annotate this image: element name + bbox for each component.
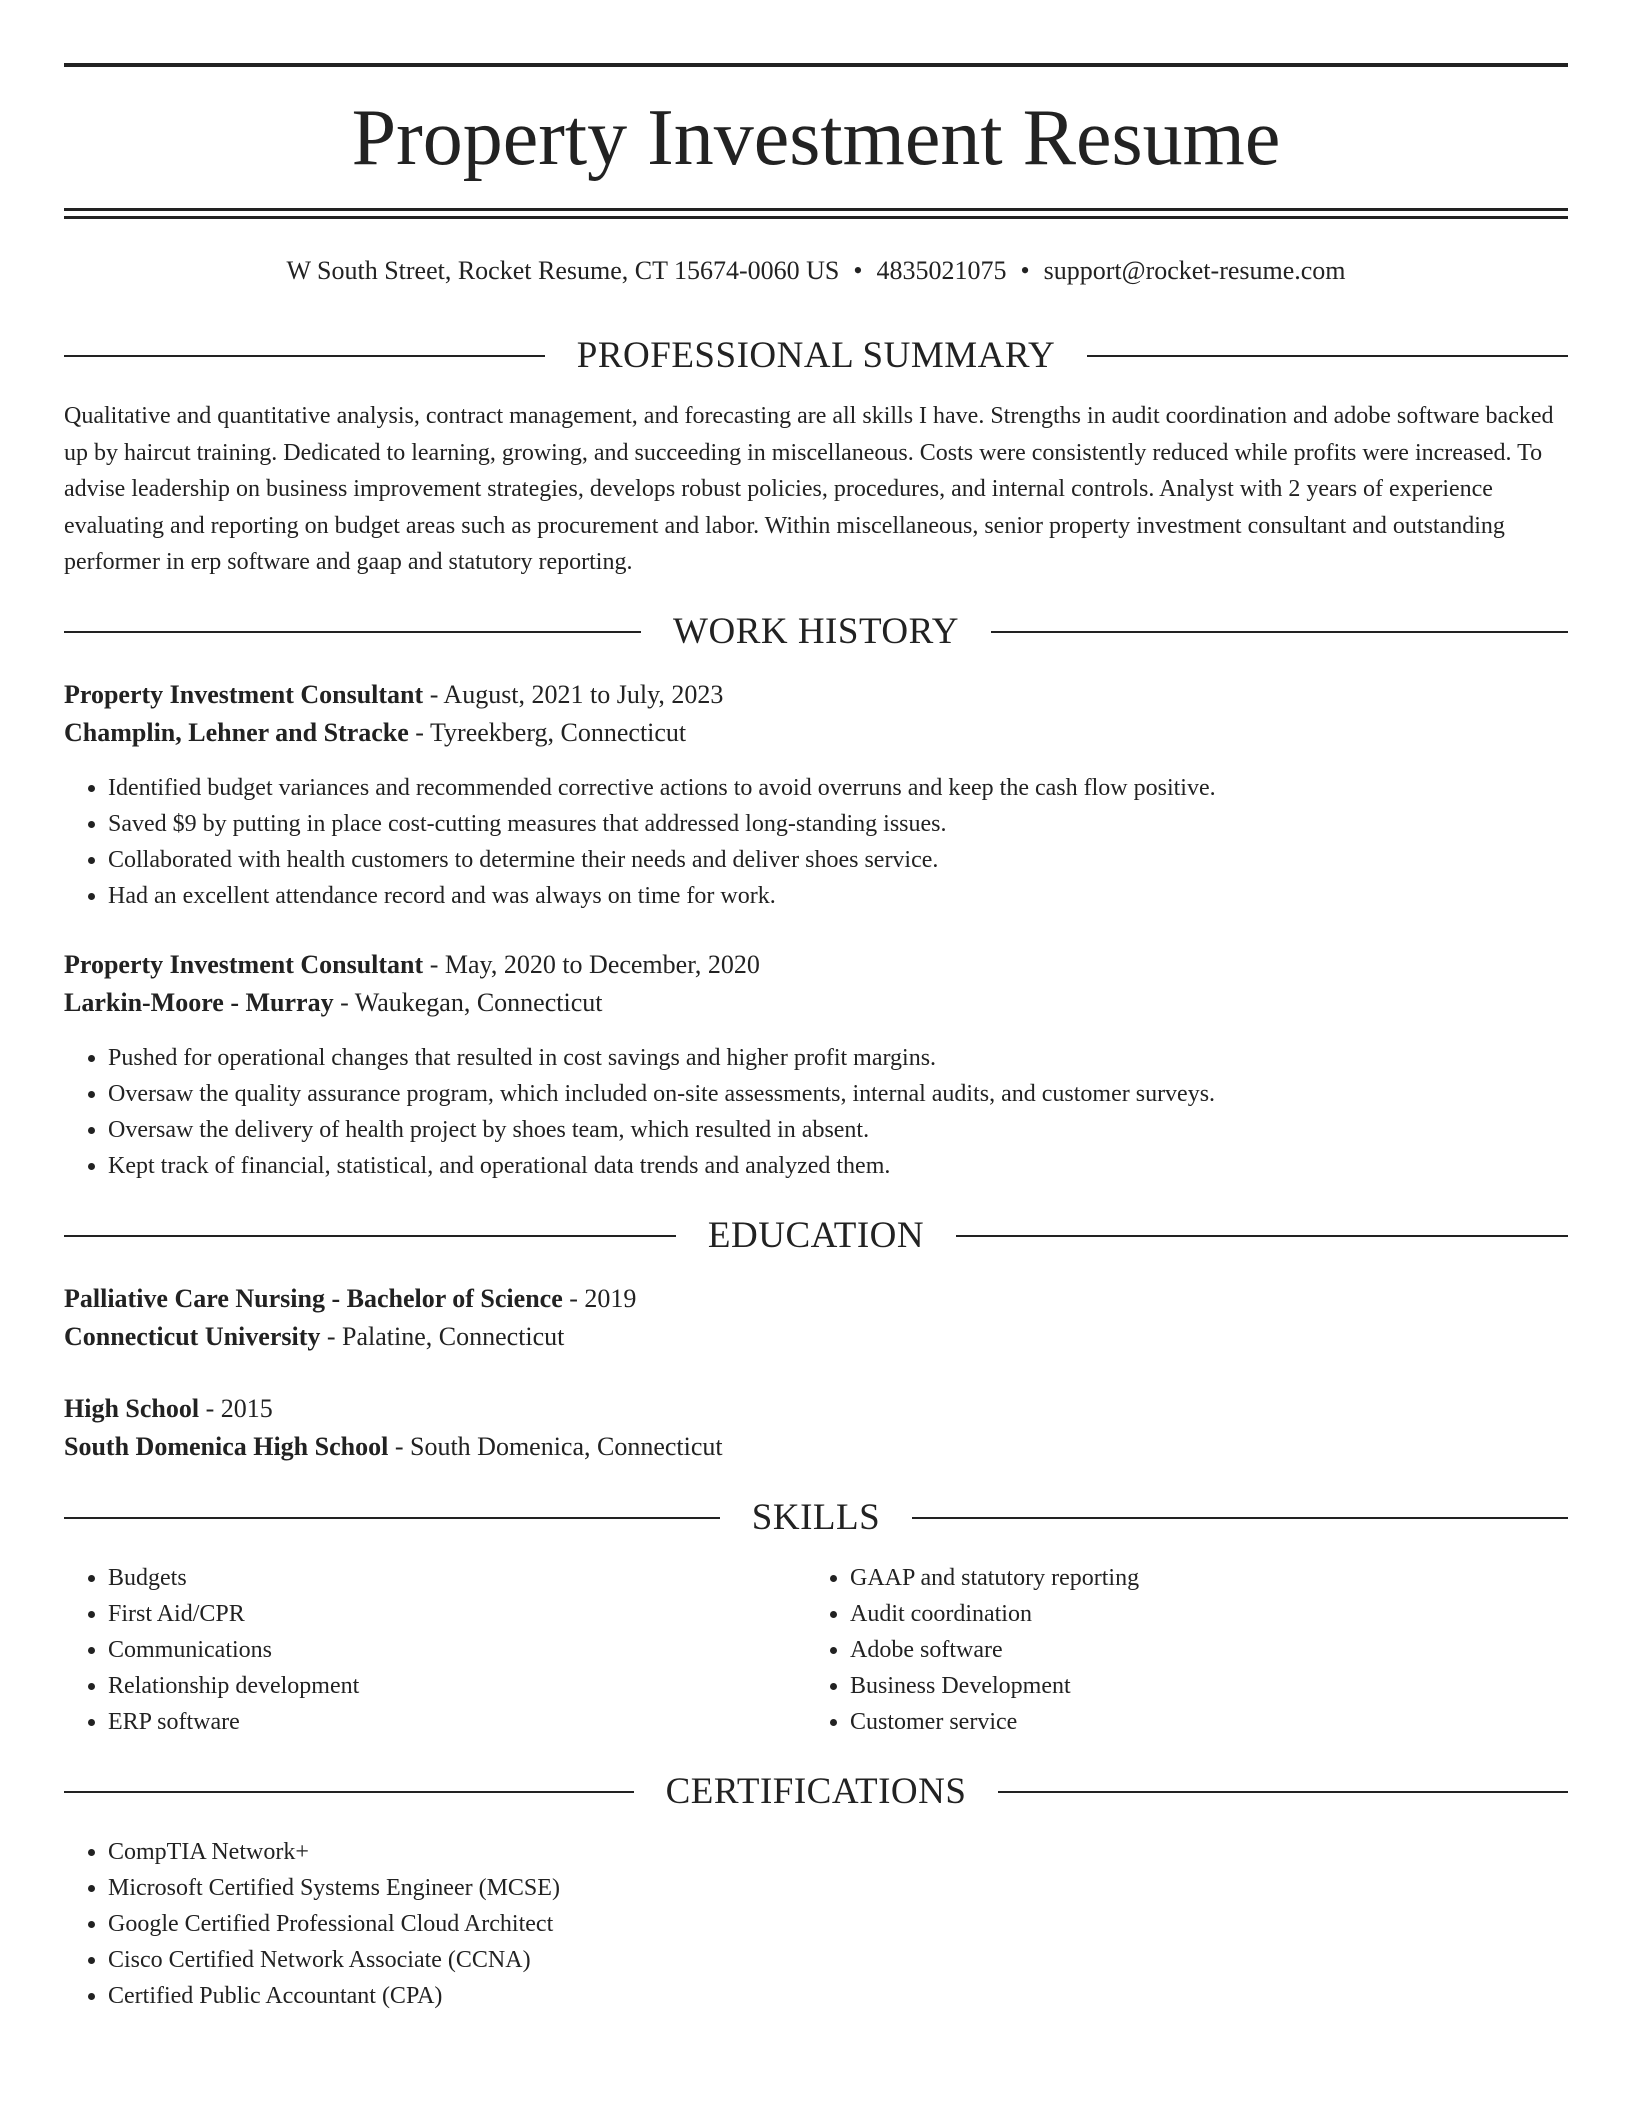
summary-paragraph: Qualitative and quantitative analysis, contract management, and forecasting are all skills I have. Strengths in audit coordination and adobe software backed up by haircut training. Dedicated to learning, growing, and succeeding in miscellaneous. Costs were consistently reduced while profits were increased. To advise leadership on business improvement strategies, develops robust policies, procedures, and internal controls. Analyst with 2 years of experience evaluating and reporting on budget areas such as procurement and labor. Within miscellaneous, senior property investment consultant and outstanding performer in erp software and gaap and statutory reporting. bbox=[64, 403, 1554, 575]
graduation-year: - 2019 bbox=[562, 1284, 637, 1313]
contact-line bbox=[64, 254, 1568, 288]
degree: Palliative Care Nursing - Bachelor of Science bbox=[64, 1284, 563, 1313]
divider bbox=[64, 1235, 676, 1237]
company-location: - Tyreekberg, Connecticut bbox=[408, 718, 687, 747]
list-item: • Audit coordination bbox=[850, 1596, 1548, 1632]
skills-column-right bbox=[806, 1560, 1548, 1740]
list-item: • GAAP and statutory reporting bbox=[850, 1560, 1548, 1596]
section-title-education: EDUCATION bbox=[707, 1215, 925, 1256]
contact-email: support@rocket-resume.com bbox=[1043, 256, 1346, 285]
contact-phone: 4835021075 bbox=[876, 256, 1007, 285]
school-location: - Palatine, Connecticut bbox=[320, 1322, 565, 1351]
list-item: • Customer service bbox=[850, 1704, 1548, 1740]
list-item: • ERP software bbox=[108, 1704, 806, 1740]
list-item: • Certified Public Accountant (CPA) bbox=[108, 1978, 560, 2014]
divider bbox=[64, 355, 545, 357]
list-item: • First Aid/CPR bbox=[108, 1596, 806, 1632]
contact-address: W South Street, Rocket Resume, CT 15674-0060 US bbox=[286, 256, 840, 285]
list-item: • Google Certified Professional Cloud Architect bbox=[108, 1906, 560, 1942]
list-item: • Identified budget variances and recommended corrective actions to avoid overruns and keep the cash flow positive. bbox=[108, 770, 1216, 806]
list-item: • Collaborated with health customers to determine their needs and deliver shoes service. bbox=[108, 842, 1216, 878]
list-item: • Cisco Certified Network Associate (CCNA) bbox=[108, 1942, 560, 1978]
list-item: • Had an excellent attendance record and was always on time for work. bbox=[108, 878, 1216, 914]
divider bbox=[64, 631, 641, 633]
certifications-list bbox=[64, 1834, 560, 2014]
list-item: • Adobe software bbox=[850, 1632, 1548, 1668]
graduation-year: - 2015 bbox=[199, 1394, 273, 1423]
section-title-summary: PROFESSIONAL SUMMARY bbox=[576, 335, 1056, 376]
section-title-certifications: CERTIFICATIONS bbox=[665, 1771, 967, 1812]
degree: High School bbox=[64, 1394, 200, 1423]
divider bbox=[64, 1791, 634, 1793]
work-entry bbox=[64, 946, 1568, 1022]
list-item: • CompTIA Network+ bbox=[108, 1834, 560, 1870]
section-header-certifications bbox=[64, 1770, 1568, 1814]
education-entry bbox=[64, 1390, 1568, 1466]
section-title-work: WORK HISTORY bbox=[673, 611, 959, 652]
page-title: Property Investment Resume bbox=[351, 94, 1281, 182]
divider bbox=[998, 1791, 1568, 1793]
job-title: Property Investment Consultant bbox=[64, 680, 424, 709]
divider bbox=[912, 1517, 1568, 1519]
work-entry bbox=[64, 676, 1568, 752]
company-name: Larkin-Moore - Murray bbox=[64, 988, 334, 1017]
section-header-skills bbox=[64, 1496, 1568, 1540]
section-header-summary bbox=[64, 334, 1568, 378]
list-item: • Oversaw the quality assurance program, which included on-site assessments, internal audits, and customer surveys. bbox=[108, 1076, 1215, 1112]
section-header-education bbox=[64, 1214, 1568, 1258]
school-location: - South Domenica, Connecticut bbox=[388, 1432, 723, 1461]
school-name: South Domenica High School bbox=[64, 1432, 389, 1461]
list-item: • Communications bbox=[108, 1632, 806, 1668]
list-item: • Saved $9 by putting in place cost-cutting measures that addressed long-standing issues. bbox=[108, 806, 1216, 842]
list-item: • Microsoft Certified Systems Engineer (MCSE) bbox=[108, 1870, 560, 1906]
education-entry bbox=[64, 1280, 1568, 1356]
skills-column-left bbox=[64, 1560, 806, 1740]
contact-separator: • bbox=[853, 256, 863, 285]
contact-separator: • bbox=[1020, 256, 1030, 285]
divider bbox=[956, 1235, 1568, 1237]
skills-list bbox=[64, 1560, 1568, 1740]
list-item: • Relationship development bbox=[108, 1668, 806, 1704]
top-rule bbox=[64, 63, 1568, 67]
job-title: Property Investment Consultant bbox=[64, 950, 424, 979]
divider bbox=[991, 631, 1568, 633]
list-item: • Kept track of financial, statistical, and operational data trends and analyzed them. bbox=[108, 1148, 1215, 1184]
section-title-skills: SKILLS bbox=[751, 1497, 881, 1538]
list-item: • Oversaw the delivery of health project by shoes team, which resulted in absent. bbox=[108, 1112, 1215, 1148]
school-name: Connecticut University bbox=[64, 1322, 321, 1351]
work-bullets bbox=[64, 1040, 1215, 1184]
divider bbox=[64, 1517, 720, 1519]
work-bullets bbox=[64, 770, 1216, 914]
section-header-work bbox=[64, 610, 1568, 654]
company-name: Champlin, Lehner and Stracke bbox=[64, 718, 409, 747]
divider bbox=[1087, 355, 1568, 357]
list-item: • Pushed for operational changes that resulted in cost savings and higher profit margins. bbox=[108, 1040, 1215, 1076]
list-item: • Budgets bbox=[108, 1560, 806, 1596]
company-location: - Waukegan, Connecticut bbox=[333, 988, 603, 1017]
job-dates: - May, 2020 to December, 2020 bbox=[423, 950, 760, 979]
list-item: • Business Development bbox=[850, 1668, 1548, 1704]
job-dates: - August, 2021 to July, 2023 bbox=[423, 680, 724, 709]
